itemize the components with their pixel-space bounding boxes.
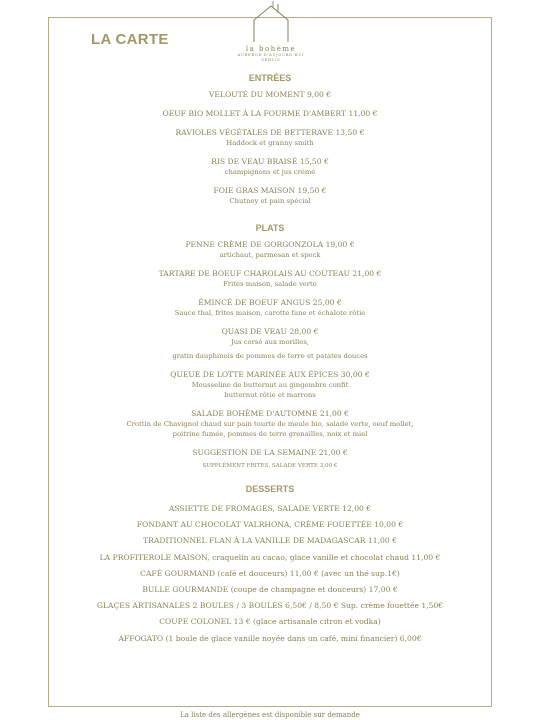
allergen-note: La liste des allergènes est disponible sur demande bbox=[180, 711, 360, 719]
dish-dessert: BULLE GOURMANDE (coupe de champagne et douceurs) 17,00 € bbox=[142, 585, 398, 595]
dish-description: Sauce thaï, frites maison, carotte fane et échalote rôtie bbox=[174, 309, 366, 317]
dish-name: QUASI DE VEAU 28,00 € bbox=[221, 327, 319, 336]
dish-dessert: FONDANT AU CHOCOLAT VALRHONA, CRÈME FOUETTÉE 10,00 € bbox=[136, 520, 404, 530]
dish-description: artichaut, parmesan et speck bbox=[219, 251, 321, 259]
section-title-entrees: ENTRÉES bbox=[248, 73, 292, 83]
dish-name: TARTARE DE BOEUF CHAROLAIS AU COUTEAU 21,00 € bbox=[158, 269, 382, 278]
logo-subtitle: AUBERGE D'AUJOURD'HUI bbox=[237, 53, 305, 57]
dish-entree: OEUF BIO MOLLET À LA FOURME D'AMBERT 11,00 € bbox=[162, 109, 378, 118]
dish-plat bbox=[48, 298, 492, 318]
dish-plat bbox=[48, 370, 492, 400]
section-title-plats: PLATS bbox=[255, 223, 285, 233]
dish-description: Jus corsé aux morilles, bbox=[231, 338, 309, 346]
dish-dessert: TRADITIONNEL FLAN À LA VANILLE DE MADAGASCAR 11,00 € bbox=[143, 536, 397, 546]
dish-supplement: SUPPLÉMENT FRITES, SALADE VERTE 3,00 € bbox=[202, 463, 338, 469]
dish-name: RAVIOLES VÉGÉTALES DE BETTERAVE 13,50 € bbox=[175, 128, 365, 137]
menu-content bbox=[48, 72, 492, 647]
dish-plat bbox=[48, 327, 492, 361]
dish-name: PENNE CRÈME DE GORGONZOLA 19,00 € bbox=[185, 240, 355, 249]
dish-description-2: butternut rôtie et marrons bbox=[224, 391, 316, 399]
dish-dessert: COUPE COLONEL 13 € (glace artisanale citron et vodka) bbox=[159, 617, 381, 627]
dish-plat bbox=[48, 269, 492, 289]
dish-name: ÉMINCÉ DE BOEUF ANGUS 25,00 € bbox=[198, 298, 342, 307]
dish-description-2: gratin dauphinois de pommes de terre et patates douces bbox=[172, 352, 368, 360]
dish-entree: VELOUTÉ DU MOMENT 9,00 € bbox=[208, 90, 332, 99]
house-logo-icon bbox=[249, 0, 293, 44]
dish-entree bbox=[48, 186, 492, 206]
dish-dessert: GLAÇES ARTISANALES 2 BOULES / 3 BOULES 6,50€ / 8,50 € Sup. crème fouettée 1,50€ bbox=[96, 601, 444, 611]
logo bbox=[226, 0, 316, 63]
dish-description: Crottin de Chavignol chaud sur pain tourte de meule bio, salade verte, oeuf mollet, bbox=[126, 420, 414, 428]
page-title: LA CARTE bbox=[91, 31, 169, 48]
section-title-desserts: DESSERTS bbox=[245, 484, 295, 494]
dish-dessert: CAFÉ GOURMAND (café et douceurs) 11,00 € (avec un thé sup.1€) bbox=[140, 568, 400, 578]
dish-plat bbox=[48, 409, 492, 439]
dish-name: SUGGESTION DE LA SEMAINE 21,00 € bbox=[192, 448, 348, 457]
dish-entree bbox=[48, 157, 492, 177]
dish-description: Haddock et granny smith bbox=[226, 139, 314, 147]
dish-description-2: poitrine fumée, pommes de terre grenailles, noix et miel bbox=[172, 430, 368, 438]
dish-entree bbox=[48, 128, 492, 148]
dish-description: Mousseline de butternut au gingembre confit bbox=[191, 381, 349, 389]
dish-name: QUEUE DE LOTTE MARINÉE AUX ÉPICES 30,00 € bbox=[170, 370, 370, 379]
dish-name: RIS DE VEAU BRAISÉ 15,50 € bbox=[211, 157, 329, 166]
dish-dessert: AFFOGATO (1 boule de glace vanille noyée dans un café, mini financier) 6,00€ bbox=[118, 633, 422, 643]
dish-description: Frites maison, salade verte bbox=[223, 280, 317, 288]
dish-description: champignons et jus crémé bbox=[224, 168, 316, 176]
logo-name: la bohème bbox=[245, 45, 297, 53]
dish-dessert: LA PROFITEROLE MAISON, craquelin au cacao, glace vanille et chocolat chaud 11,00 € bbox=[99, 552, 441, 562]
dish-description: Chutney et pain spécial bbox=[229, 197, 311, 205]
dish-name: FOIE GRAS MAISON 19,50 € bbox=[213, 186, 327, 195]
dish-name: SALADE BOHÈME D'AUTOMNE 21,00 € bbox=[191, 409, 349, 418]
dish-dessert: ASSIETTE DE FROMAGES, SALADE VERTE 12,00 € bbox=[168, 504, 372, 513]
dish-plat bbox=[48, 240, 492, 260]
logo-town: SENLIS bbox=[261, 58, 281, 62]
dish-plat bbox=[48, 448, 492, 471]
